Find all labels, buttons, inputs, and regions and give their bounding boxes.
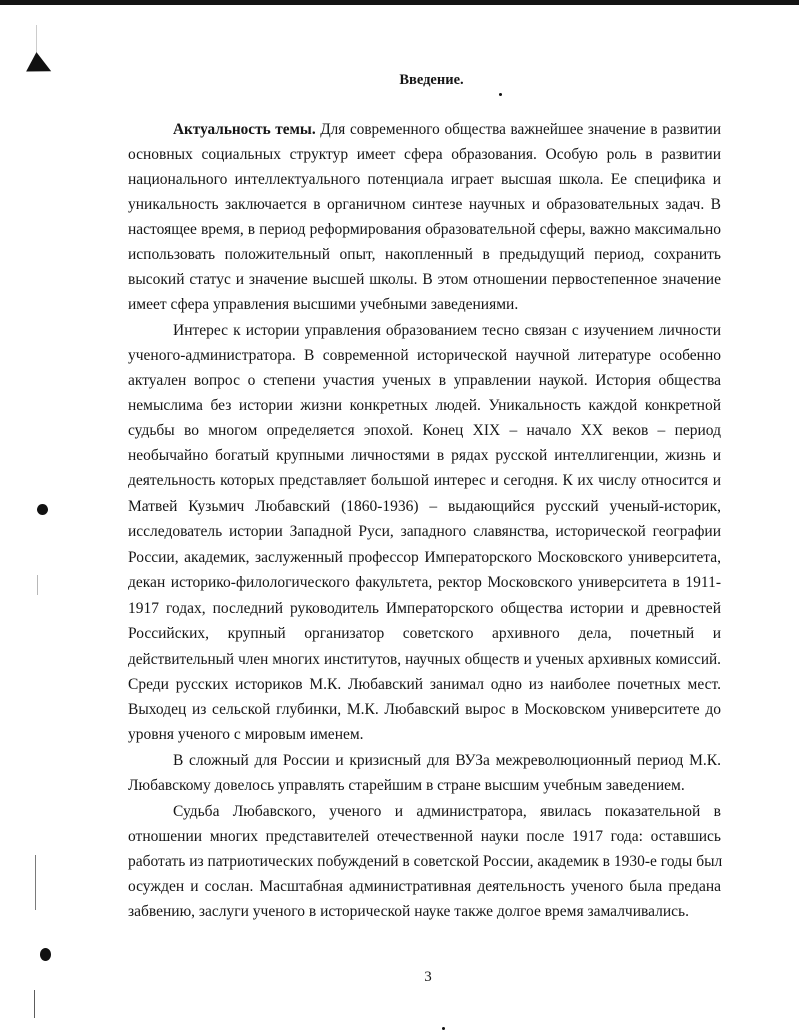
punch-hole-icon — [37, 504, 48, 515]
paragraph-line: работать из патриотических побуждений в советской России, академик в 1930-е годы был — [128, 853, 723, 870]
scan-edge-artifact — [34, 990, 35, 1018]
paragraph-line: В сложный для России и кризисный для ВУЗа межреволюционный период М.К. — [173, 752, 721, 769]
paragraph-line: Судьба Любавского, ученого и администратора, явилась показательной в — [173, 803, 721, 820]
paragraph-line: имеет сфера управления высшими учебными заведениями. — [128, 296, 519, 313]
paragraph-line: отношении многих представителей отечественной науки после 1917 года: оставшись — [128, 828, 721, 845]
paragraph-line: Выходец из сельской глубинки, М.К. Любавский вырос в Московском университете до — [128, 701, 721, 718]
page-title: Введение. — [399, 72, 464, 88]
paragraph-line: немыслима без истории жизни конкретных людей. Уникальность каждой конкретной — [128, 397, 721, 414]
paragraph-line: Матвей Кузьмич Любавский (1860-1936) – выдающийся русский ученый-историк, — [128, 498, 721, 515]
page-number: 3 — [424, 969, 432, 985]
scan-edge-artifact — [37, 575, 38, 595]
paragraph-line: России, академик, заслуженный профессор Императорского Московского университета, — [128, 549, 721, 566]
paragraph-line: использовать положительный опыт, накопленный в предыдущий период, сохранить — [128, 246, 721, 263]
paragraph-lead: Актуальность темы. — [173, 121, 316, 138]
paragraph-line: высокий статус и значение высшей школы. В этом отношении первостепенное значение — [128, 271, 721, 288]
paragraph-line: деятельность которых представляет большой интерес и сегодня. К их числу относится и — [128, 472, 721, 489]
paragraph-line: исследователь истории Западной Руси, западного славянства, исторической географии — [128, 523, 721, 540]
punch-hole-icon — [40, 948, 51, 961]
paragraph-line: основных социальных структур имеет сфера образования. Особую роль в развитии — [128, 146, 721, 163]
scan-corner-arrow-icon — [26, 52, 56, 82]
paragraph-line-text: Для современного общества важнейшее значение в развитии — [315, 121, 721, 138]
paragraph-line: декан историко-филологического факультета, ректор Московского университета в 1911- — [128, 574, 721, 591]
paragraph-line: актуален вопрос о степени участия ученых в управлении наукой. История общества — [128, 372, 721, 389]
paragraph-line: забвению, заслуги ученого в исторической науке также долгое время замалчивались. — [128, 903, 690, 920]
paragraph-line: уровня ученого с мировым именем. — [128, 726, 364, 743]
paragraph-line: необычайно богатый крупными личностями в рядах русской интеллигенции, жизнь и — [128, 447, 721, 464]
scan-top-edge — [0, 0, 799, 5]
paragraph-line: национального интеллектуального потенциала играет высшая школа. Ее специфика и — [128, 171, 721, 188]
paragraph-line: судьбы во многом определяется эпохой. Конец XIX – начало XX веков – период — [128, 422, 721, 439]
scan-speck — [442, 1027, 445, 1030]
paragraph-line: ученого-администратора. В современной исторической научной литературе особенно — [128, 347, 721, 364]
scan-speck — [499, 93, 502, 96]
paragraph-line: уникальность заключается в органичном синтезе научных и образовательных задач. В — [128, 196, 721, 213]
paragraph-line: Российских, крупный организатор советского архивного дела, почетный и — [128, 625, 721, 642]
paragraph-line: Любавскому довелось управлять старейшим в стране высшим учебным заведением. — [128, 777, 685, 794]
scan-edge-artifact — [36, 25, 37, 55]
paragraph-line: 1917 годах, последний руководитель Императорского общества истории и древностей — [128, 600, 721, 617]
paragraph-line: настоящее время, в период реформирования образовательной сферы, важно максимально — [128, 221, 721, 238]
scan-edge-artifact — [35, 855, 36, 910]
paragraph-line: Интерес к истории управления образованием тесно связан с изучением личности — [173, 322, 721, 339]
paragraph-line — [173, 117, 721, 142]
paragraph-line: действительный член многих институтов, научных обществ и ученых архивных комиссий. — [128, 651, 721, 668]
paragraph-line: осужден и сослан. Масштабная административная деятельность ученого была предана — [128, 878, 721, 895]
paragraph-line: Среди русских историков М.К. Любавский занимал одно из наиболее почетных мест. — [128, 676, 721, 693]
